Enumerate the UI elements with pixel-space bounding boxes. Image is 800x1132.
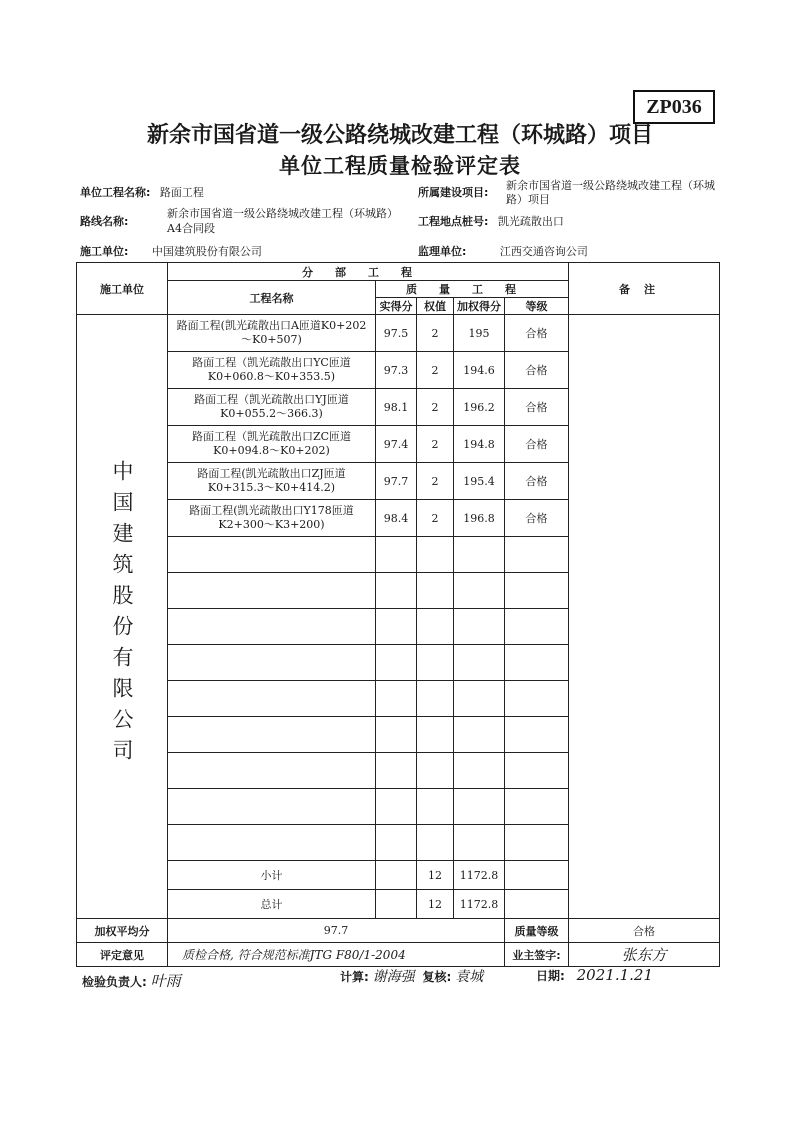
header-section: 分部工程 xyxy=(168,263,569,281)
location-field xyxy=(418,213,564,229)
row-grade: 合格 xyxy=(505,389,569,426)
contractor-field xyxy=(80,243,262,259)
evaluation-row xyxy=(77,943,720,967)
evaluation-value: 质检合格, 符合规范标准JTG F80/1-2004 xyxy=(168,943,505,967)
header-name: 工程名称 xyxy=(168,281,376,315)
subtotal-weight: 12 xyxy=(417,861,454,890)
inspector-label: 检验负责人: xyxy=(82,975,147,989)
row-name: 路面工程（凯光疏散出口ZC匝道K0+094.8～K0+202) xyxy=(168,426,376,463)
owner-sign-label: 业主签字: xyxy=(505,943,569,967)
owner-signature: 张东方 xyxy=(569,943,720,967)
parent-project-label: 所属建设项目: xyxy=(418,186,489,199)
document-title: 新余市国省道一级公路绕城改建工程（环城路）项目 xyxy=(146,123,653,148)
header-weight: 权值 xyxy=(417,298,454,315)
subtotal-label: 小计 xyxy=(168,861,376,890)
row-score: 97.5 xyxy=(376,315,417,352)
inspector-signature: 叶雨 xyxy=(150,972,181,990)
row-name: 路面工程(凯光疏散出口ZJ匝道K0+315.3～K0+414.2) xyxy=(168,463,376,500)
average-value: 97.7 xyxy=(168,919,505,943)
date-label: 日期: xyxy=(536,969,565,983)
total-weight: 12 xyxy=(417,890,454,919)
unit-project-value: 路面工程 xyxy=(159,186,204,199)
date-field xyxy=(536,966,653,984)
average-label: 加权平均分 xyxy=(77,919,168,943)
supervisor-label: 监理单位: xyxy=(418,245,467,258)
row-score: 97.7 xyxy=(376,463,417,500)
form-code: ZP036 xyxy=(633,90,715,124)
unit-project-field xyxy=(80,184,204,200)
row-score: 98.1 xyxy=(376,389,417,426)
row-name: 路面工程（凯光疏散出口YC匝道K0+060.8～K0+353.5) xyxy=(168,352,376,389)
row-grade: 合格 xyxy=(505,315,569,352)
row-grade: 合格 xyxy=(505,426,569,463)
row-weight: 2 xyxy=(417,426,454,463)
contractor-cell xyxy=(77,315,168,919)
calc-label: 计算: xyxy=(340,970,369,984)
header-quality: 质量工程 xyxy=(376,281,569,298)
location-label: 工程地点桩号: xyxy=(418,215,489,228)
row-grade: 合格 xyxy=(505,500,569,537)
row-weight: 2 xyxy=(417,352,454,389)
row-weight: 2 xyxy=(417,500,454,537)
row-score: 98.4 xyxy=(376,500,417,537)
row-score: 97.4 xyxy=(376,426,417,463)
parent-project-value: 新余市国省道一级公路绕城改建工程（环城路）项目 xyxy=(506,179,715,206)
header-contractor: 施工单位 xyxy=(77,263,168,315)
inspector-field xyxy=(82,970,181,991)
row-weighted: 195.4 xyxy=(454,463,505,500)
table-row xyxy=(77,315,720,352)
quality-grade-label: 质量等级 xyxy=(505,919,569,943)
unit-project-label: 单位工程名称: xyxy=(80,186,151,199)
row-grade: 合格 xyxy=(505,352,569,389)
header-grade: 等级 xyxy=(505,298,569,315)
quality-grade-value: 合格 xyxy=(569,919,720,943)
header-remarks: 备注 xyxy=(569,263,720,315)
evaluation-table xyxy=(76,262,720,967)
row-weighted: 195 xyxy=(454,315,505,352)
row-weighted: 196.2 xyxy=(454,389,505,426)
supervisor-field xyxy=(418,243,588,259)
row-weighted: 194.8 xyxy=(454,426,505,463)
row-score: 97.3 xyxy=(376,352,417,389)
row-weight: 2 xyxy=(417,315,454,352)
header-weighted: 加权得分 xyxy=(454,298,505,315)
row-weight: 2 xyxy=(417,389,454,426)
supervisor-value: 江西交通咨询公司 xyxy=(499,245,588,258)
row-name: 路面工程（凯光疏散出口YJ匝道K0+055.2～366.3) xyxy=(168,389,376,426)
remarks-cell xyxy=(569,315,720,919)
evaluation-label: 评定意见 xyxy=(77,943,168,967)
review-signature: 袁城 xyxy=(455,969,484,985)
calc-signature: 谢海强 xyxy=(372,969,415,985)
row-name: 路面工程(凯光疏散出口A匝道K0+202～K0+507) xyxy=(168,315,376,352)
review-label: 复核: xyxy=(422,970,452,984)
date-value: 2021.1.21 xyxy=(576,966,653,984)
document-subtitle: 单位工程质量检验评定表 xyxy=(279,154,521,178)
row-name: 路面工程(凯光疏散出口Y178匝道K2+300～K3+200) xyxy=(168,500,376,537)
location-value: 凯光疏散出口 xyxy=(497,215,564,228)
subtotal-weighted: 1172.8 xyxy=(454,861,505,890)
row-weighted: 194.6 xyxy=(454,352,505,389)
contractor-label: 施工单位: xyxy=(80,245,129,258)
route-value: 新余市国省道一级公路绕城改建工程（环城路）A4合同段 xyxy=(167,207,398,235)
row-weight: 2 xyxy=(417,463,454,500)
header-score: 实得分 xyxy=(376,298,417,315)
row-grade: 合格 xyxy=(505,463,569,500)
route-label: 路线名称: xyxy=(80,215,129,228)
total-label: 总计 xyxy=(168,890,376,919)
row-weighted: 196.8 xyxy=(454,500,505,537)
contractor-value: 中国建筑股份有限公司 xyxy=(151,245,262,258)
average-row xyxy=(77,919,720,943)
total-weighted: 1172.8 xyxy=(454,890,505,919)
calc-field xyxy=(340,966,483,986)
contractor-vertical: 中国建筑股份有限公司 xyxy=(110,460,134,770)
